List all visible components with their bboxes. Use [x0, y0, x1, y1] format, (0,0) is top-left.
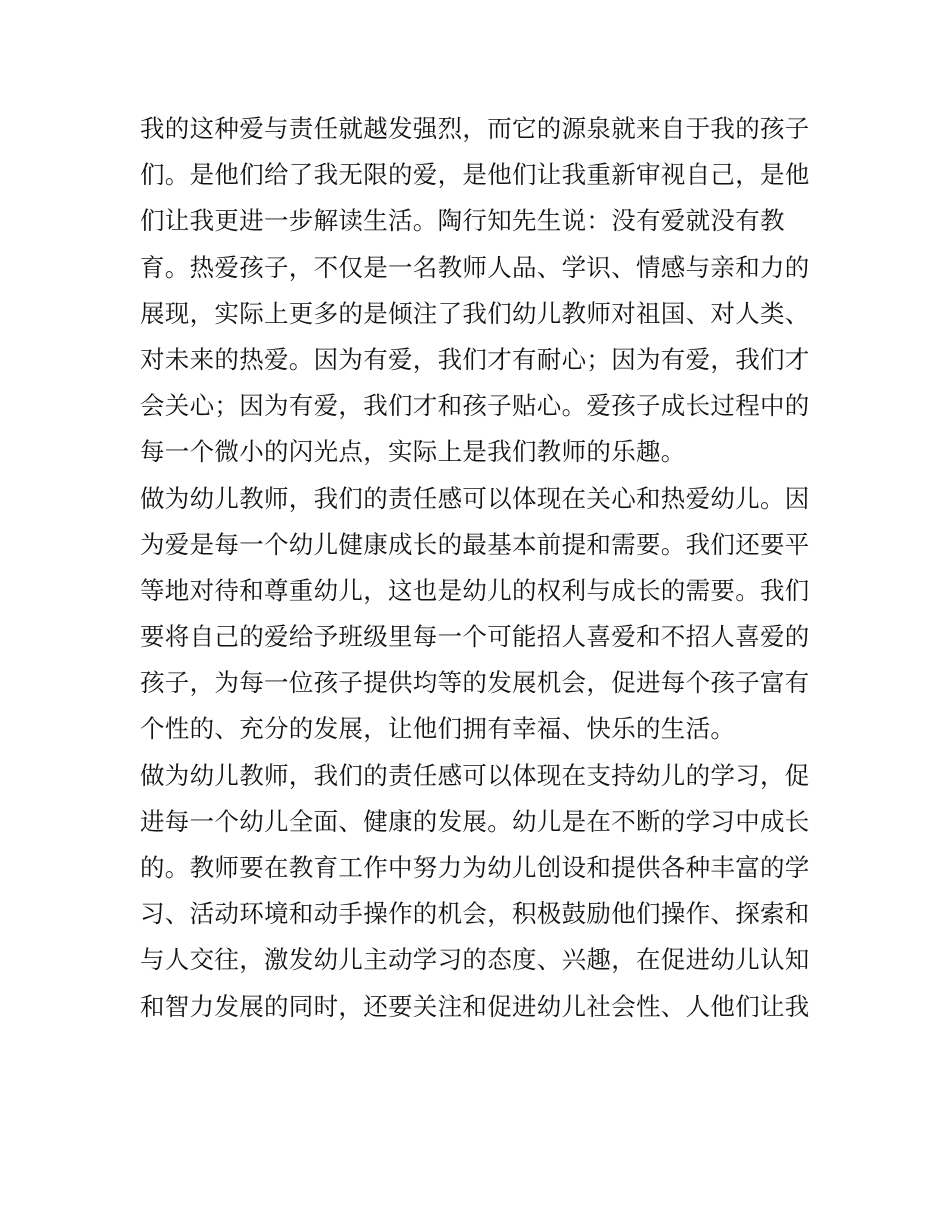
text-line: 进每一个幼儿全面、健康的发展。幼儿是在不断的学习中成长: [140, 806, 810, 836]
text-line: 与人交往，激发幼儿主动学习的态度、兴趣，在促进幼儿认知: [140, 945, 810, 975]
text-line: 要将自己的爱给予班级里每一个可能招人喜爱和不招人喜爱的: [140, 622, 810, 652]
text-line: 做为幼儿教师，我们的责任感可以体现在关心和热爱幼儿。因: [140, 483, 810, 513]
text-line: 和智力发展的同时，还要关注和促进幼儿社会性、人他们让我: [140, 991, 810, 1021]
text-line: 对未来的热爱。因为有爱，我们才有耐心；因为有爱，我们才: [140, 344, 810, 374]
text-line: 我的这种爱与责任就越发强烈，而它的源泉就来自于我的孩子: [140, 114, 810, 143]
text-line: 为爱是每一个幼儿健康成长的最基本前提和需要。我们还要平: [140, 529, 810, 559]
text-line: 育。热爱孩子，不仅是一名教师人品、学识、情感与亲和力的: [140, 252, 810, 282]
text-line: 孩子，为每一位孩子提供均等的发展机会，促进每个孩子富有: [140, 668, 810, 698]
text-line: 个性的、充分的发展，让他们拥有幸福、快乐的生活。: [140, 714, 736, 744]
text-line: 做为幼儿教师，我们的责任感可以体现在支持幼儿的学习，促: [140, 760, 810, 790]
text-line: 的。教师要在教育工作中努力为幼儿创设和提供各种丰富的学: [140, 853, 810, 882]
text-line: 习、活动环境和动手操作的机会，积极鼓励他们操作、探索和: [140, 899, 810, 929]
text-line: 每一个微小的闪光点，实际上是我们教师的乐趣。: [140, 437, 686, 467]
text-line: 会关心；因为有爱，我们才和孩子贴心。爱孩子成长过程中的: [140, 391, 810, 421]
text-line: 们让我更进一步解读生活。陶行知先生说：没有爱就没有教: [140, 206, 785, 236]
text-line: 展现，实际上更多的是倾注了我们幼儿教师对祖国、对人类、: [140, 298, 810, 328]
text-line: 们。是他们给了我无限的爱，是他们让我重新审视自己，是他: [140, 160, 810, 190]
body-text: [140, 106, 820, 1030]
text-line: 等地对待和尊重幼儿，这也是幼儿的权利与成长的需要。我们: [140, 575, 810, 605]
